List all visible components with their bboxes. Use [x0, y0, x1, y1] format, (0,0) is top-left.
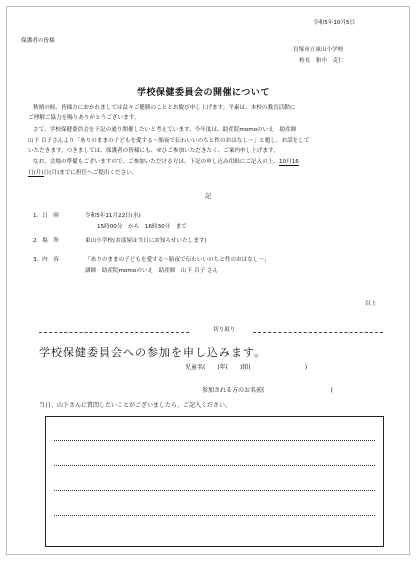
body-line-4: 山下 百子さんより「ありのままの子どもを愛する～胎夜で伝わいいのちと性のおはなし～」と題し、お話をして: [28, 138, 310, 144]
body-line-6-text: なお、会場の準備もございますので、ご参加いただける方は、下記の申し込み用紙にご記入の上、: [33, 159, 280, 165]
answer-line-4[interactable]: [54, 515, 375, 516]
recipient: 保護者の皆様: [21, 38, 55, 44]
question-prompt: 当日、山下さんに質問したいことがございましたら、ご記入ください。: [39, 402, 232, 409]
body-line-2: ご理解ご協力を賜りありがとうございます。: [28, 115, 140, 121]
cut-line-right: [253, 332, 383, 333]
item-2-label: 2．場 所: [33, 238, 59, 244]
cut-line-left: [39, 332, 189, 333]
answer-line-3[interactable]: [54, 490, 375, 491]
body-line-3: さて、学校保健委員会を下記の通り開催したいと考えています。今年度は、助産院momoのいえ 助産師: [33, 127, 297, 133]
question-answer-box[interactable]: [45, 416, 384, 547]
item-1-date: 令和5年11月22日(水): [85, 213, 141, 219]
form-title: 学校保健委員会への参加を申し込みます。: [39, 346, 267, 359]
body-line-7: [28, 170, 137, 177]
deadline-part-b: 日(月): [28, 170, 44, 176]
body-line-7-text: 日(月)までに担任へご提出ください。: [43, 170, 138, 176]
document-page: [6, 6, 410, 555]
answer-line-2[interactable]: [54, 465, 375, 466]
body-line-1: 秋晴の候、皆様方におかれましては益々ご健勝のこととお慶び申し上げます。平素は、本校の教育活動に: [33, 105, 296, 111]
cut-label: 切り取り: [213, 327, 236, 333]
answer-line-1[interactable]: [54, 440, 375, 441]
page-title: 学校保健委員会の開催について: [137, 88, 270, 98]
school-name: 貝塚市立東山小学校: [293, 47, 344, 53]
item-3-label: 3．内 容: [33, 257, 59, 263]
parent-name-field[interactable]: 参加される方のお名前( ): [202, 387, 333, 394]
principal-name: 校長 和中 克仁: [299, 58, 344, 64]
item-2-value: 東山小学校(お部屋は当日にお知らせいたします): [85, 238, 207, 244]
child-name-field[interactable]: 児童名( )年( )組( ): [185, 364, 308, 371]
item-3-value: 「ありのままの子どもを愛する～胎夜で伝わいいのちと性のおはなし～」: [85, 257, 270, 263]
date: 令和5年10月5日: [313, 20, 356, 26]
item-1-time: 15時00分 から 16時30分 まで: [97, 224, 188, 230]
deadline-part-a: 10月16: [279, 159, 299, 165]
item-3-speaker: 講師 助産院momoのいえ 助産師 山下 百子 さん: [85, 268, 219, 274]
ki-label: 記: [205, 193, 212, 200]
body-line-6: [33, 159, 299, 166]
ijou-label: 以上: [365, 301, 377, 307]
body-line-5: いただきます。つきましては、保護者の皆様にも、ぜひご参加いただきたく、ご案内申し上げます。: [28, 148, 279, 154]
item-1-label: 1．日 時: [33, 213, 59, 219]
